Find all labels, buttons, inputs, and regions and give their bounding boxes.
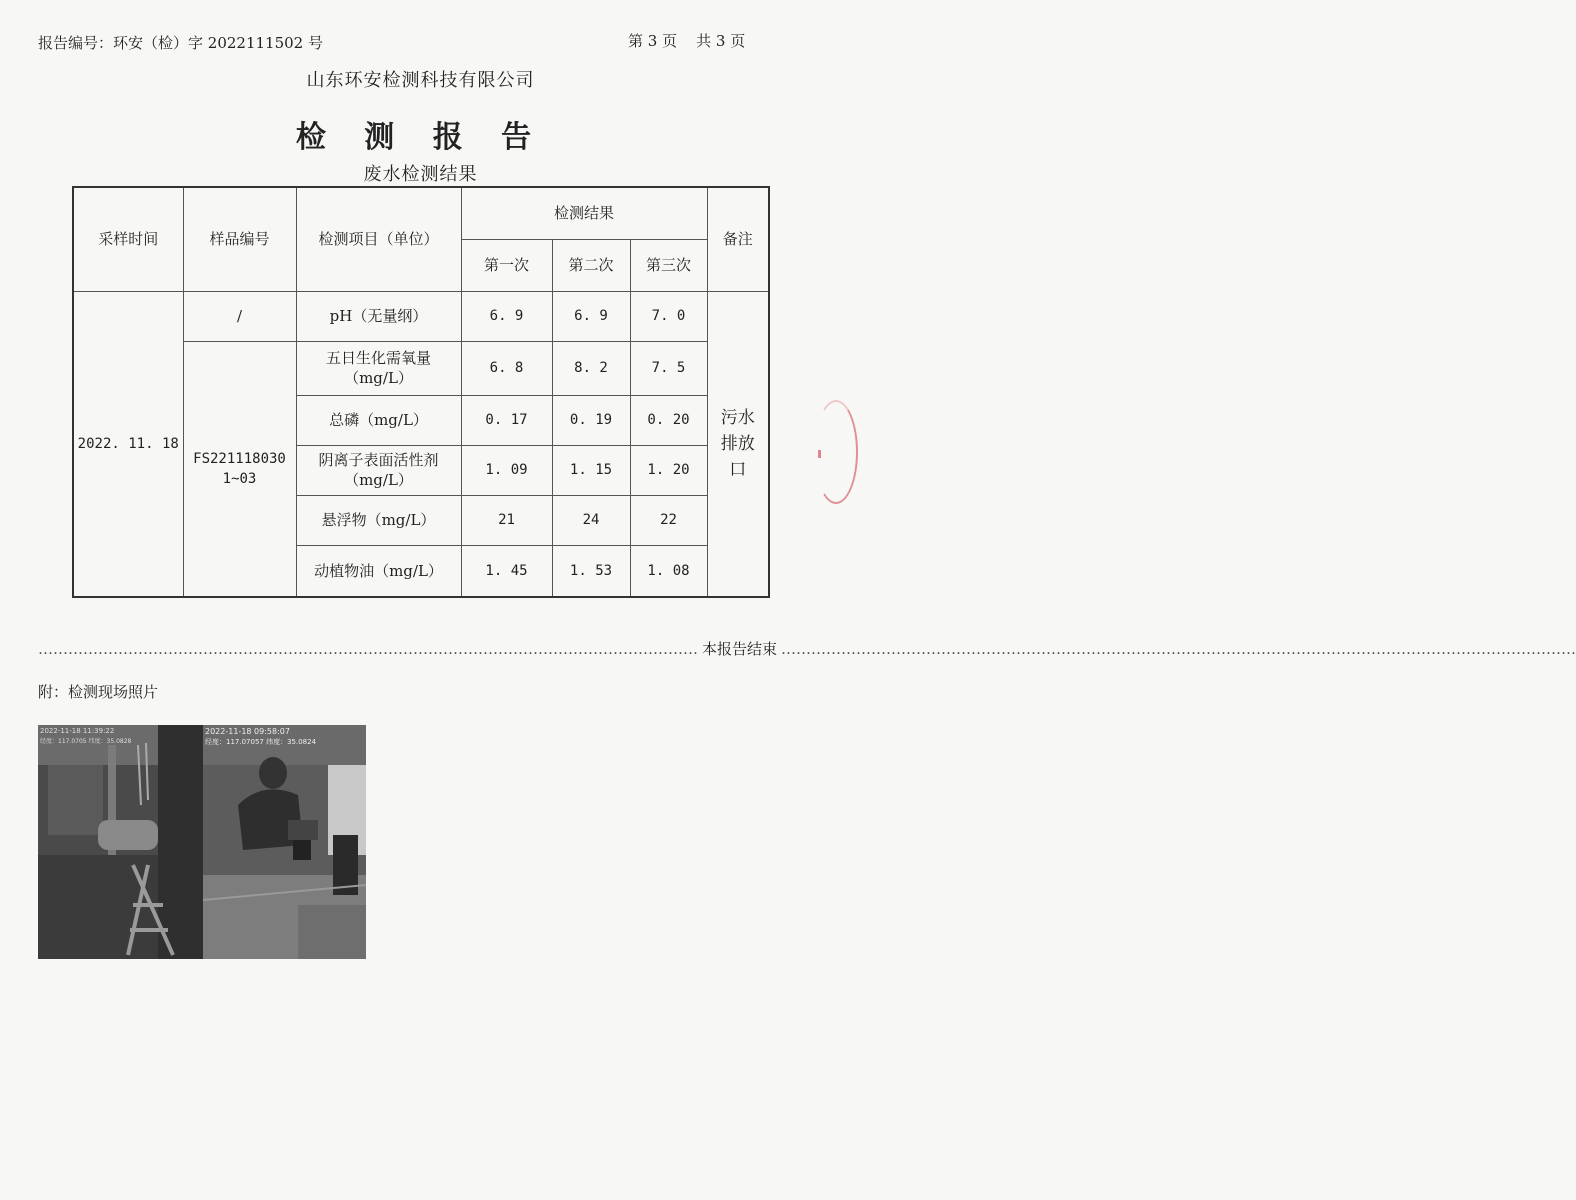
site-photo-right <box>203 725 366 959</box>
header-third: 第三次 <box>630 239 707 291</box>
value-third: 22 <box>630 495 707 545</box>
table-row-item <box>296 395 461 445</box>
sample-slash: / <box>236 307 243 325</box>
photo-coordinates: 经度：117.0705 纬度：35.0828 <box>40 738 132 745</box>
remark-line: 口 <box>729 459 747 480</box>
value-second: 8. 2 <box>552 341 630 395</box>
remark-line: 排放 <box>720 433 755 454</box>
item-unit: （mg/L） <box>344 369 413 387</box>
page-info: 第 3 页 共 3 页 <box>628 32 746 50</box>
photo-timestamp: 2022-11-18 09:58:07 <box>205 727 290 736</box>
value-third: 7. 0 <box>630 291 707 341</box>
value-second: 0. 19 <box>552 395 630 445</box>
report-end-line <box>38 638 1576 659</box>
site-photo-left <box>38 725 203 959</box>
header-first: 第一次 <box>461 239 552 291</box>
value-second: 24 <box>552 495 630 545</box>
item-unit: （mg/L） <box>344 471 413 489</box>
report-number: 报告编号：环安（检）字 2022111502 号 <box>38 34 323 52</box>
value-first: 6. 8 <box>461 341 552 395</box>
header-item: 检测项目（单位） <box>296 187 461 291</box>
item-name: pH（无量纲） <box>329 307 428 325</box>
value-third: 1. 08 <box>630 545 707 597</box>
value-first: 6. 9 <box>461 291 552 341</box>
results-table <box>72 186 770 598</box>
header-results: 检测结果 <box>461 187 707 239</box>
appendix-label: 附：检测现场照片 <box>38 683 159 701</box>
site-photo-right-image <box>203 725 366 959</box>
value-first: 21 <box>461 495 552 545</box>
remark-cell <box>707 291 769 597</box>
item-name: 动植物油（mg/L） <box>314 561 443 580</box>
sample-code: 1~03 <box>222 470 257 487</box>
value-second: 1. 15 <box>552 445 630 495</box>
remark-line: 污水 <box>720 407 755 428</box>
value-third: 0. 20 <box>630 395 707 445</box>
company-name: 山东环安检测科技有限公司 <box>306 70 535 91</box>
sample-code: FS221118030 <box>193 450 286 467</box>
site-photo-left-image <box>38 725 203 959</box>
header-second: 第二次 <box>552 239 630 291</box>
item-name: 五日生化需氧量 <box>325 349 431 367</box>
dotted-divider: …………………………………………………………………………………………………………………… <box>38 639 698 658</box>
table-row-item <box>296 291 461 341</box>
photo-coordinates: 经度：117.07057 纬度：35.0824 <box>205 738 317 746</box>
item-name: 阴离子表面活性剂 <box>318 451 439 469</box>
sample-slash-cell <box>183 291 296 341</box>
sampling-date-cell <box>73 291 183 597</box>
value-third: 7. 5 <box>630 341 707 395</box>
header-remark: 备注 <box>707 187 769 291</box>
table-subtitle: 废水检测结果 <box>363 164 478 185</box>
report-end-text: 本报告结束 <box>702 640 778 658</box>
sampling-date: 2022. 11. 18 <box>77 436 179 453</box>
item-name: 总磷（mg/L） <box>329 411 428 429</box>
report-title: 检 测 报 告 <box>295 120 546 155</box>
header-sampling-time: 采样时间 <box>73 187 183 291</box>
photo-timestamp: 2022-11-18 11:39:22 <box>40 727 115 735</box>
header-sample-no: 样品编号 <box>183 187 296 291</box>
seal-stamp-mark <box>818 450 821 458</box>
value-first: 1. 45 <box>461 545 552 597</box>
value-first: 1. 09 <box>461 445 552 495</box>
item-name: 悬浮物（mg/L） <box>321 511 436 529</box>
table-row-item <box>296 495 461 545</box>
value-second: 1. 53 <box>552 545 630 597</box>
table-row-item <box>296 445 461 495</box>
dotted-divider: …………………………………………………………………………………………………………………………………………… <box>781 639 1576 658</box>
value-third: 1. 20 <box>630 445 707 495</box>
value-second: 6. 9 <box>552 291 630 341</box>
table-row-item <box>296 545 461 597</box>
sample-code-cell <box>183 341 296 597</box>
value-first: 0. 17 <box>461 395 552 445</box>
table-row-item <box>296 341 461 395</box>
